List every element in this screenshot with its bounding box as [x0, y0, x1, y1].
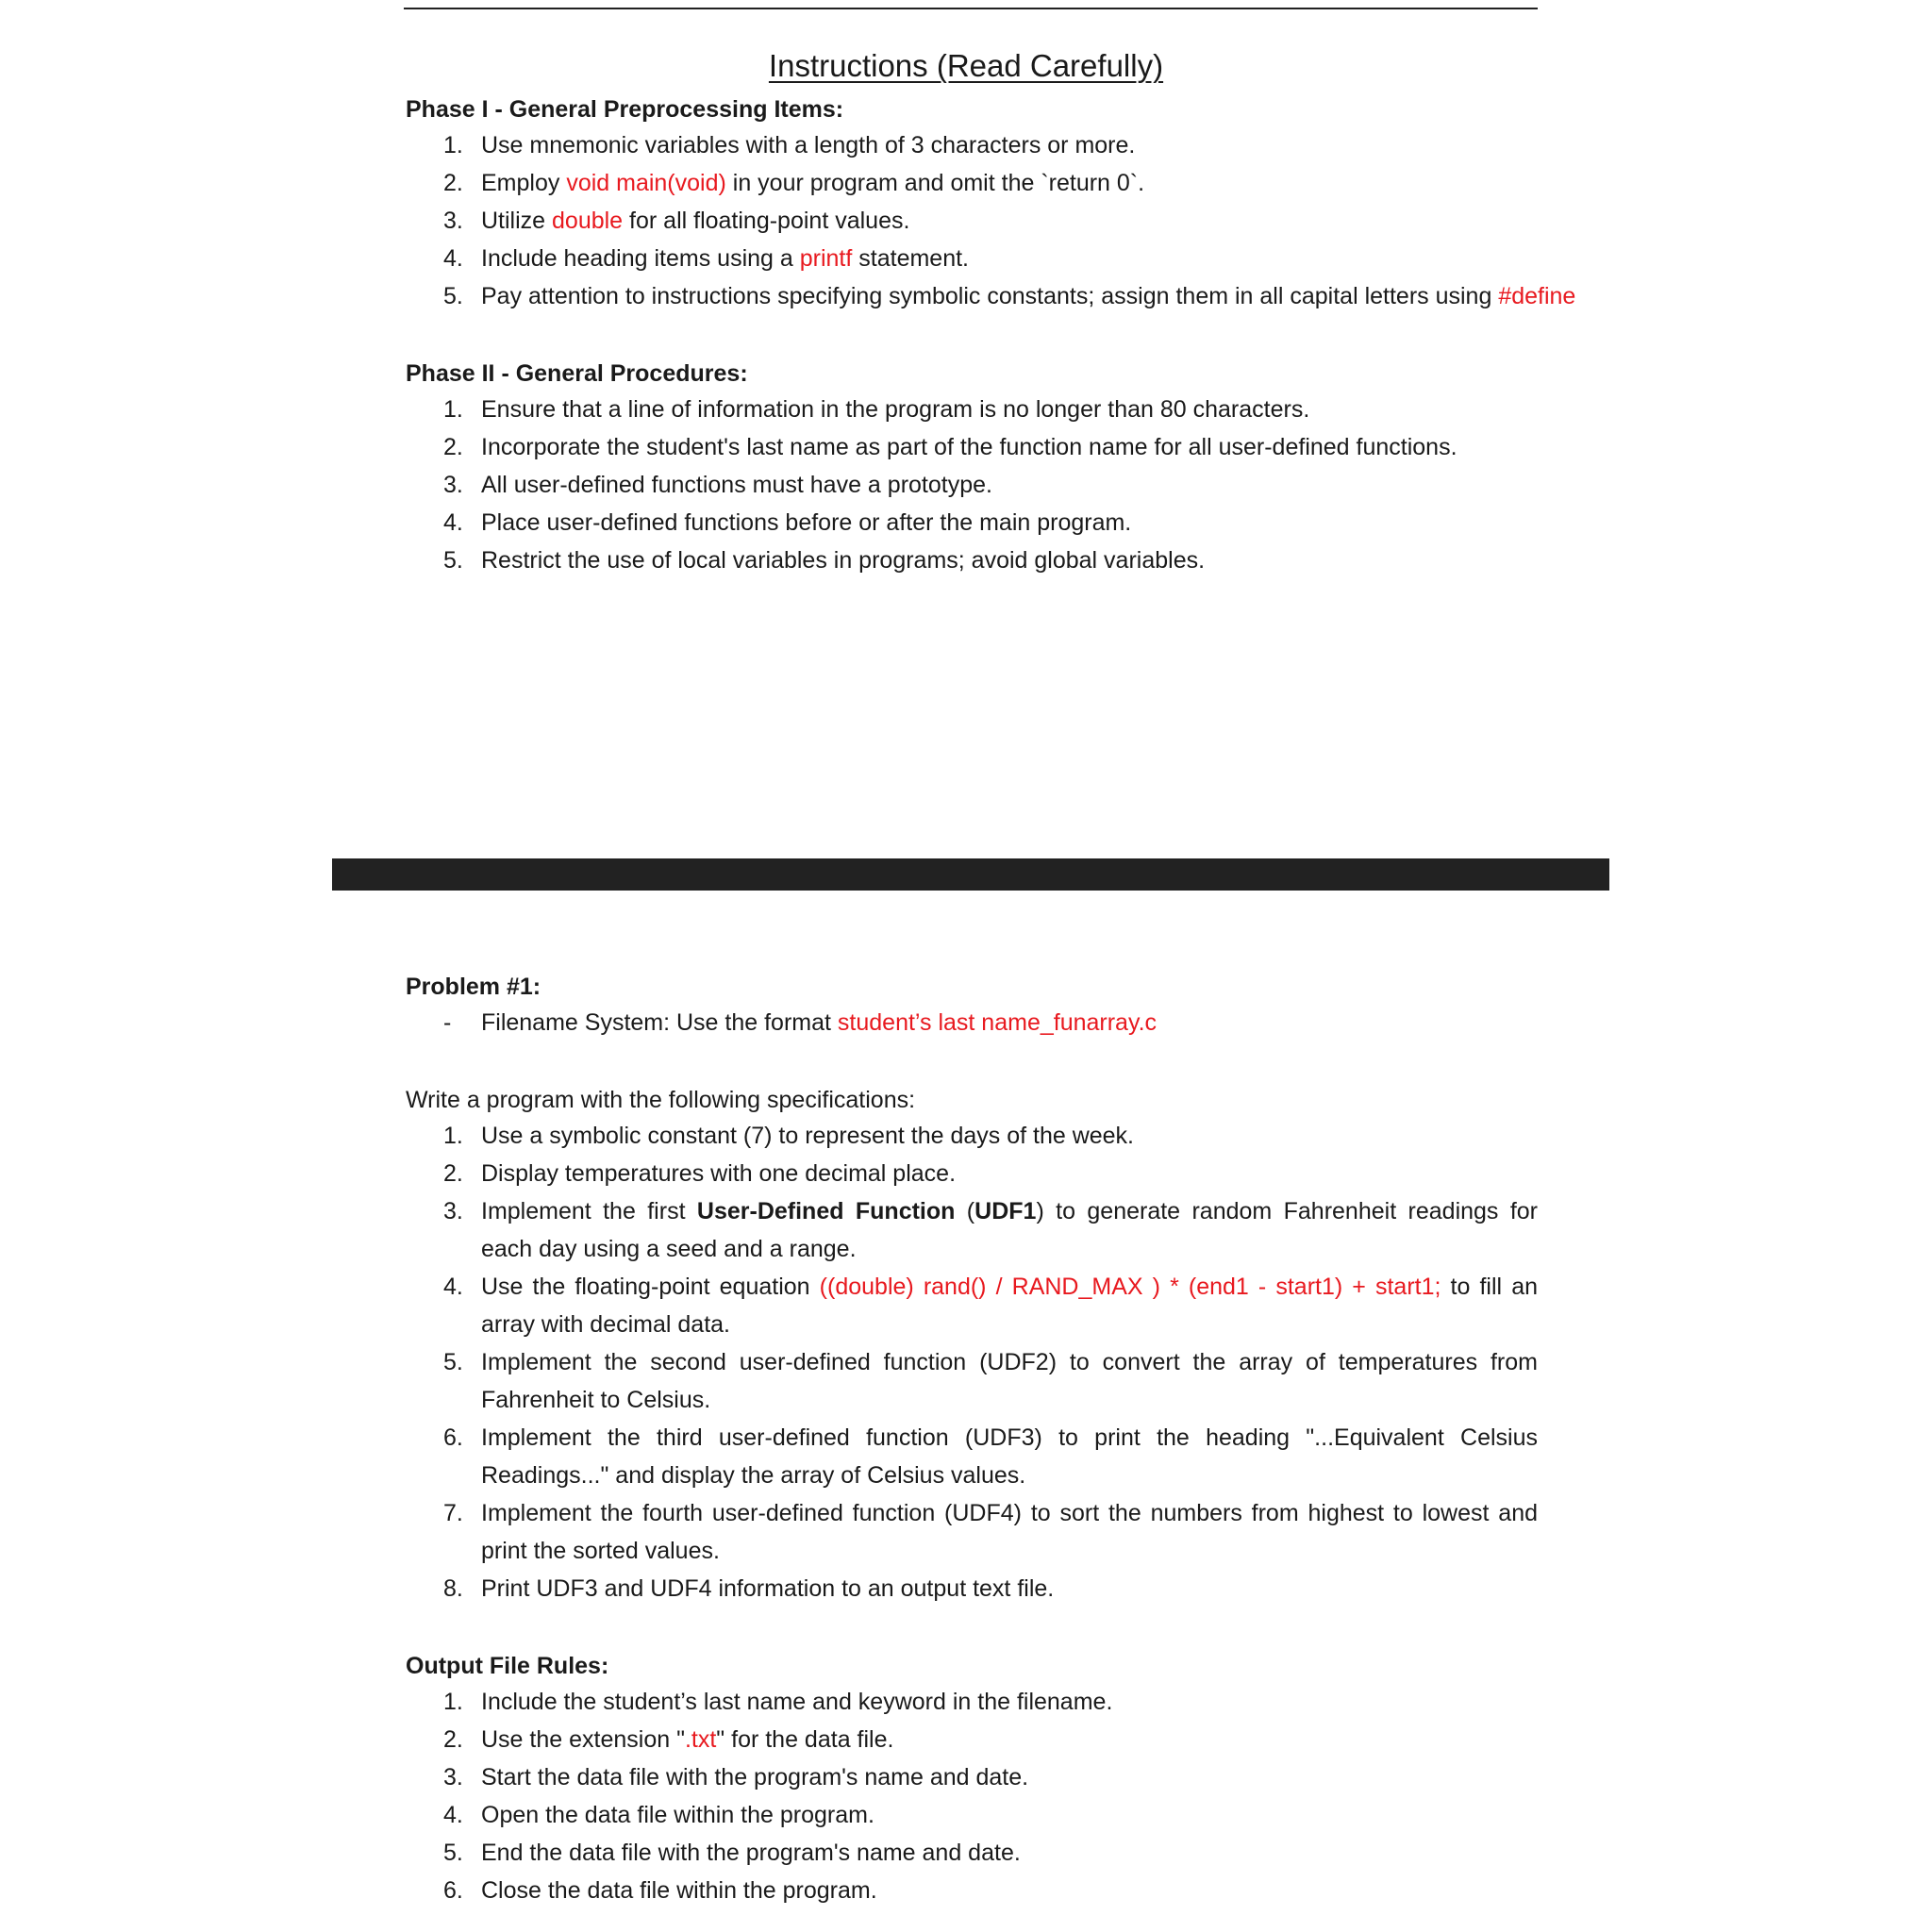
text-run: Pay attention to instructions specifying symbolic constants; assign them in all capital letters using — [481, 283, 1499, 309]
phase1-heading: Phase I - General Preprocessing Items: — [406, 96, 844, 123]
list-number: 5. — [443, 1349, 463, 1375]
list-number: 1. — [443, 132, 463, 158]
list-item — [406, 202, 1538, 240]
list-item-text — [481, 391, 1538, 428]
text-run: Restrict the use of local variables in programs; avoid global variables. — [481, 547, 1206, 574]
list-item — [406, 504, 1538, 541]
list-item-text — [481, 466, 1538, 504]
list-item-text — [481, 1004, 1538, 1041]
list-item — [406, 541, 1538, 579]
list-item — [406, 391, 1538, 428]
list-item — [406, 1343, 1538, 1419]
list-number: 2. — [443, 1726, 463, 1753]
text-run: Use mnemonic variables with a length of 3 characters or more. — [481, 132, 1136, 158]
text-run: Open the data file within the program. — [481, 1802, 874, 1828]
list-number: 4. — [443, 1274, 463, 1300]
list-number: 5. — [443, 1840, 463, 1866]
list-item — [406, 277, 1576, 315]
list-item — [406, 126, 1538, 164]
page-divider-bar — [332, 858, 1609, 891]
list-item — [406, 1758, 1538, 1796]
list-number: 3. — [443, 472, 463, 498]
problem1-intro: Write a program with the following specifications: — [406, 1087, 916, 1113]
phase2-heading: Phase II - General Procedures: — [406, 360, 748, 387]
highlighted-text: ((double) rand() / RAND_MAX ) * (end1 - start1) + start1; — [819, 1274, 1441, 1300]
list-item-text — [481, 504, 1538, 541]
list-item-text — [481, 1570, 1538, 1607]
text-run: Use the floating-point equation — [481, 1274, 820, 1300]
list-item — [406, 1192, 1538, 1268]
list-number: - — [443, 1009, 452, 1036]
list-number: 1. — [443, 396, 463, 423]
list-item — [406, 1721, 1538, 1758]
list-number: 7. — [443, 1500, 463, 1526]
problem1-heading: Problem #1: — [406, 974, 541, 1000]
text-run: statement. — [852, 245, 969, 272]
list-item-text — [481, 1268, 1538, 1343]
list-number: 5. — [443, 547, 463, 574]
text-run: " for the data file. — [716, 1726, 894, 1753]
highlighted-text: printf — [799, 245, 853, 272]
list-number: 2. — [443, 434, 463, 460]
text-run: Use the extension " — [481, 1726, 685, 1753]
list-number: 6. — [443, 1424, 463, 1451]
list-item-text — [481, 428, 1538, 466]
bold-text: User-Defined Function — [696, 1198, 956, 1224]
page-title: Instructions (Read Carefully) — [768, 48, 1164, 83]
text-run: Place user-defined functions before or after the main program. — [481, 509, 1132, 536]
text-run: End the data file with the program's name and date. — [481, 1840, 1021, 1866]
list-number: 6. — [443, 1877, 463, 1904]
list-item — [406, 1796, 1538, 1834]
list-item-text — [481, 164, 1538, 202]
top-rule — [404, 8, 1538, 9]
text-run: All user-defined functions must have a prototype. — [481, 472, 992, 498]
text-run: Implement the first — [481, 1198, 697, 1224]
text-run: Implement the third user-defined function (UDF3) to print the heading "...Equivalent Celsius Readings..." and display the array of Celsius values. — [481, 1424, 1538, 1489]
text-run: in your program and omit the `return 0`. — [725, 170, 1145, 196]
list-number: 2. — [443, 1160, 463, 1187]
list-item — [406, 164, 1538, 202]
list-item-text — [481, 202, 1538, 240]
text-run: for all floating-point values. — [623, 208, 910, 234]
list-item-text — [481, 277, 1576, 315]
text-run: Close the data file within the program. — [481, 1877, 877, 1904]
text-run: Include heading items using a — [481, 245, 800, 272]
list-item — [406, 428, 1538, 466]
highlighted-text: .txt — [684, 1726, 717, 1753]
text-run: Incorporate the student's last name as part of the function name for all user-defined functions. — [481, 434, 1457, 460]
list-item-text — [481, 1834, 1538, 1872]
list-number: 1. — [443, 1123, 463, 1149]
highlighted-text: student’s last name_funarray.c — [837, 1009, 1158, 1036]
list-number: 1. — [443, 1689, 463, 1715]
list-number: 2. — [443, 170, 463, 196]
list-item-text — [481, 1796, 1538, 1834]
text-run: Implement the fourth user-defined function (UDF4) to sort the numbers from highest to lowest and print the sorted values. — [481, 1500, 1538, 1564]
list-number: 4. — [443, 1802, 463, 1828]
highlighted-text: #define — [1498, 283, 1576, 309]
list-item-text — [481, 1419, 1538, 1494]
highlighted-text: double — [552, 208, 624, 234]
list-number: 5. — [443, 283, 463, 309]
list-number: 4. — [443, 245, 463, 272]
text-run: Filename System: Use the format — [481, 1009, 838, 1036]
list-item-text — [481, 1117, 1538, 1155]
list-item — [406, 1494, 1538, 1570]
text-run: Ensure that a line of information in the program is no longer than 80 characters. — [481, 396, 1310, 423]
text-run: ( — [955, 1198, 975, 1224]
list-item-text — [481, 1155, 1538, 1192]
filename-bullet-item — [406, 1004, 1538, 1041]
list-number: 8. — [443, 1575, 463, 1602]
list-item — [406, 1268, 1538, 1343]
list-item-text — [481, 1721, 1538, 1758]
output-rules-heading: Output File Rules: — [406, 1653, 609, 1679]
text-run: Display temperatures with one decimal place. — [481, 1160, 957, 1187]
list-item — [406, 1570, 1538, 1607]
list-item-text — [481, 1192, 1538, 1268]
list-item — [406, 1419, 1538, 1494]
list-item-text — [481, 541, 1538, 579]
list-item-text — [481, 1872, 1538, 1909]
text-run: Use a symbolic constant (7) to represent the days of the week. — [481, 1123, 1135, 1149]
list-item — [406, 240, 1538, 277]
list-item — [406, 1683, 1538, 1721]
list-number: 3. — [443, 1764, 463, 1790]
list-item-text — [481, 126, 1538, 164]
text-run: to fill an array with decimal data. — [481, 1274, 1539, 1338]
list-item — [406, 1117, 1538, 1155]
list-item-text — [481, 1683, 1538, 1721]
list-item — [406, 466, 1538, 504]
list-item-text — [481, 240, 1538, 277]
highlighted-text: void main(void) — [566, 170, 726, 196]
text-run: Employ — [481, 170, 567, 196]
text-run: Print UDF3 and UDF4 information to an output text file. — [481, 1575, 1055, 1602]
bold-text: UDF1 — [974, 1198, 1037, 1224]
list-item-text — [481, 1494, 1538, 1570]
list-number: 3. — [443, 208, 463, 234]
list-item — [406, 1834, 1538, 1872]
list-number: 4. — [443, 509, 463, 536]
list-item-text — [481, 1758, 1538, 1796]
list-number: 3. — [443, 1198, 463, 1224]
text-run: Utilize — [481, 208, 553, 234]
list-item-text — [481, 1343, 1538, 1419]
text-run: Start the data file with the program's name and date. — [481, 1764, 1029, 1790]
text-run: Include the student’s last name and keyword in the filename. — [481, 1689, 1113, 1715]
text-run: ) to generate random Fahrenheit readings for each day using a seed and a range. — [481, 1198, 1538, 1262]
list-item — [406, 1155, 1538, 1192]
list-item — [406, 1872, 1538, 1909]
text-run: Implement the second user-defined function (UDF2) to convert the array of temperatures from Fahrenheit to Celsius. — [481, 1349, 1538, 1413]
